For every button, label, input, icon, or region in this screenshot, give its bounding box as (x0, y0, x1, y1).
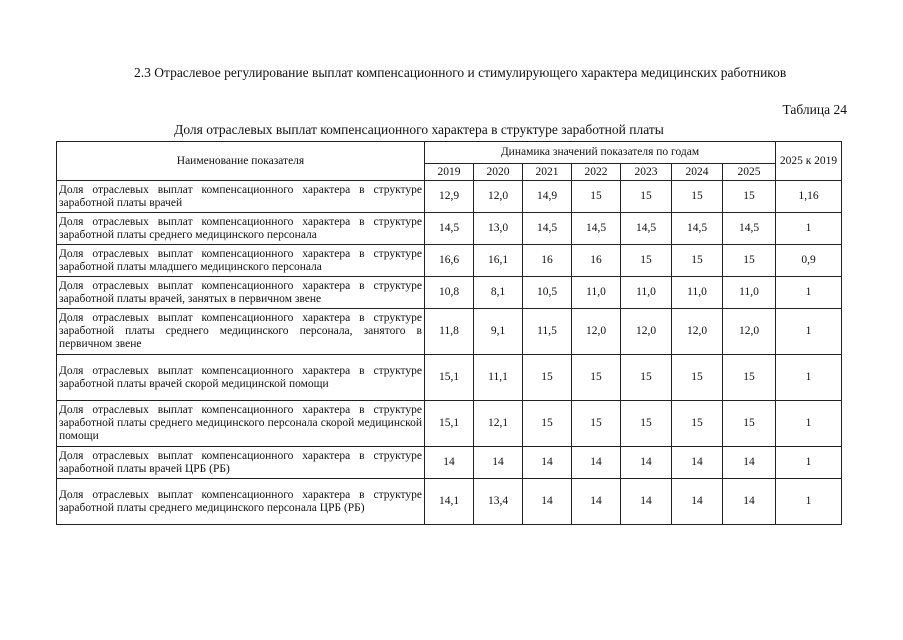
value-cell-2021: 15 (523, 355, 572, 401)
value-cell-2021: 14,5 (523, 213, 572, 245)
ratio-cell: 1 (776, 277, 842, 309)
value-cell-2019: 14 (425, 447, 474, 479)
year-header: 2024 (672, 164, 723, 181)
value-cell-2021: 14 (523, 447, 572, 479)
table-row (57, 245, 842, 277)
value-cell-2024: 15 (672, 401, 723, 447)
table-header (57, 142, 842, 181)
indicator-name-cell: Доля отраслевых выплат компенсационного характера в структуре заработной платы врачей, занятых в первичном звене (57, 277, 425, 309)
indicator-name-cell: Доля отраслевых выплат компенсационного характера в структуре заработной платы врачей (57, 181, 425, 213)
table-row (57, 479, 842, 525)
section-heading: 2.3 Отраслевое регулирование выплат компенсационного и стимулирующего характера медицинских работников (134, 65, 787, 80)
value-cell-2019: 14,5 (425, 213, 474, 245)
year-header: 2023 (621, 164, 672, 181)
table-row (57, 309, 842, 355)
ratio-cell: 1 (776, 355, 842, 401)
value-cell-2025: 14,5 (723, 213, 776, 245)
table-row (57, 181, 842, 213)
ratio-cell: 1,16 (776, 181, 842, 213)
value-cell-2022: 14 (572, 479, 621, 525)
value-cell-2023: 14 (621, 447, 672, 479)
value-cell-2025: 11,0 (723, 277, 776, 309)
value-cell-2024: 14 (672, 447, 723, 479)
value-cell-2021: 11,5 (523, 309, 572, 355)
indicator-name-cell: Доля отраслевых выплат компенсационного характера в структуре заработной платы врачей ЦРБ (РБ) (57, 447, 425, 479)
value-cell-2020: 8,1 (474, 277, 523, 309)
indicator-name-cell: Доля отраслевых выплат компенсационного характера в структуре заработной платы среднего медицинского персонала, занятого в первичном звене (57, 309, 425, 355)
value-cell-2024: 14 (672, 479, 723, 525)
value-cell-2020: 12,1 (474, 401, 523, 447)
year-header: 2025 (723, 164, 776, 181)
value-cell-2023: 15 (621, 401, 672, 447)
value-cell-2021: 16 (523, 245, 572, 277)
value-cell-2020: 11,1 (474, 355, 523, 401)
data-table (56, 141, 842, 525)
value-cell-2023: 15 (621, 355, 672, 401)
value-cell-2022: 15 (572, 355, 621, 401)
table-body (57, 181, 842, 525)
value-cell-2020: 16,1 (474, 245, 523, 277)
indicator-name-cell: Доля отраслевых выплат компенсационного характера в структуре заработной платы среднего медицинского персонала ЦРБ (РБ) (57, 479, 425, 525)
table-row (57, 277, 842, 309)
value-cell-2022: 14 (572, 447, 621, 479)
table-number: Таблица 24 (782, 102, 847, 117)
value-cell-2025: 14 (723, 479, 776, 525)
indicator-name-cell: Доля отраслевых выплат компенсационного характера в структуре заработной платы младшего медицинского персонала (57, 245, 425, 277)
value-cell-2019: 14,1 (425, 479, 474, 525)
value-cell-2025: 15 (723, 355, 776, 401)
value-cell-2022: 14,5 (572, 213, 621, 245)
ratio-cell: 1 (776, 309, 842, 355)
value-cell-2023: 15 (621, 181, 672, 213)
indicator-name-cell: Доля отраслевых выплат компенсационного характера в структуре заработной платы врачей скорой медицинской помощи (57, 355, 425, 401)
value-cell-2022: 15 (572, 401, 621, 447)
value-cell-2020: 14 (474, 447, 523, 479)
value-cell-2025: 15 (723, 245, 776, 277)
dynamics-column-header: Динамика значений показателя по годам (425, 142, 776, 164)
value-cell-2025: 15 (723, 181, 776, 213)
table-row (57, 447, 842, 479)
ratio-column-header: 2025 к 2019 (776, 142, 842, 181)
value-cell-2020: 9,1 (474, 309, 523, 355)
value-cell-2021: 10,5 (523, 277, 572, 309)
value-cell-2024: 12,0 (672, 309, 723, 355)
value-cell-2022: 16 (572, 245, 621, 277)
value-cell-2019: 11,8 (425, 309, 474, 355)
value-cell-2020: 13,4 (474, 479, 523, 525)
ratio-cell: 1 (776, 213, 842, 245)
value-cell-2025: 14 (723, 447, 776, 479)
ratio-cell: 0,9 (776, 245, 842, 277)
value-cell-2022: 11,0 (572, 277, 621, 309)
ratio-cell: 1 (776, 479, 842, 525)
value-cell-2023: 12,0 (621, 309, 672, 355)
value-cell-2019: 12,9 (425, 181, 474, 213)
value-cell-2024: 15 (672, 245, 723, 277)
value-cell-2021: 15 (523, 401, 572, 447)
value-cell-2022: 12,0 (572, 309, 621, 355)
value-cell-2023: 14 (621, 479, 672, 525)
value-cell-2025: 12,0 (723, 309, 776, 355)
header-row-top (57, 142, 842, 164)
value-cell-2019: 10,8 (425, 277, 474, 309)
value-cell-2024: 11,0 (672, 277, 723, 309)
value-cell-2019: 16,6 (425, 245, 474, 277)
value-cell-2025: 15 (723, 401, 776, 447)
value-cell-2021: 14 (523, 479, 572, 525)
indicator-name-cell: Доля отраслевых выплат компенсационного характера в структуре заработной платы среднего медицинского персонала скорой медицинской помощи (57, 401, 425, 447)
value-cell-2022: 15 (572, 181, 621, 213)
value-cell-2021: 14,9 (523, 181, 572, 213)
name-column-header: Наименование показателя (57, 142, 425, 181)
value-cell-2023: 15 (621, 245, 672, 277)
value-cell-2024: 14,5 (672, 213, 723, 245)
year-header: 2021 (523, 164, 572, 181)
table-row (57, 401, 842, 447)
value-cell-2020: 13,0 (474, 213, 523, 245)
value-cell-2024: 15 (672, 181, 723, 213)
ratio-cell: 1 (776, 447, 842, 479)
value-cell-2019: 15,1 (425, 355, 474, 401)
table-row (57, 213, 842, 245)
year-header: 2022 (572, 164, 621, 181)
year-header: 2020 (474, 164, 523, 181)
table-row (57, 355, 842, 401)
value-cell-2023: 11,0 (621, 277, 672, 309)
value-cell-2020: 12,0 (474, 181, 523, 213)
year-header: 2019 (425, 164, 474, 181)
table-title: Доля отраслевых выплат компенсационного характера в структуре заработной платы (174, 122, 664, 137)
ratio-cell: 1 (776, 401, 842, 447)
indicator-name-cell: Доля отраслевых выплат компенсационного характера в структуре заработной платы среднего медицинского персонала (57, 213, 425, 245)
value-cell-2019: 15,1 (425, 401, 474, 447)
value-cell-2023: 14,5 (621, 213, 672, 245)
value-cell-2024: 15 (672, 355, 723, 401)
